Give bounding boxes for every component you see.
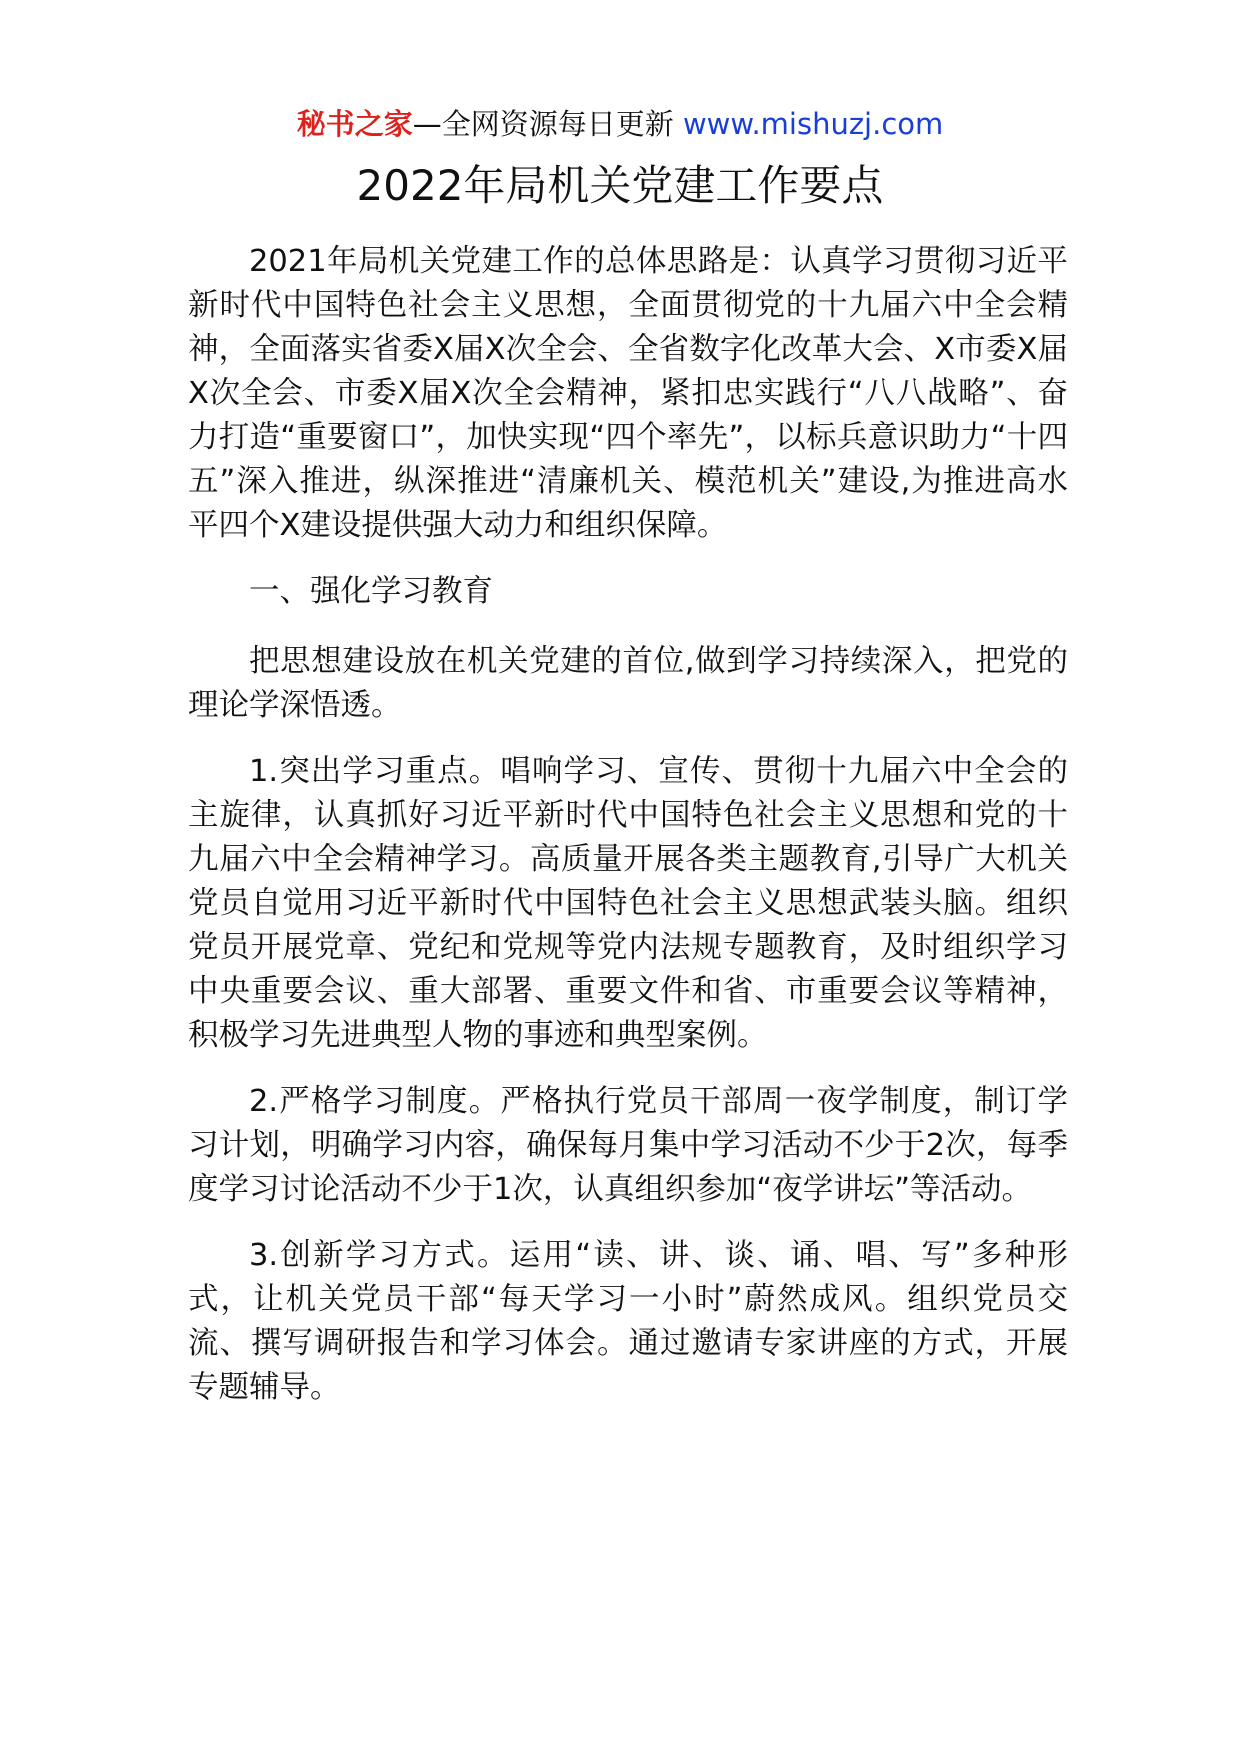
header-tagline: —全网资源每日更新 [412, 107, 683, 141]
section-heading: 一、强化学习教育 [249, 574, 493, 609]
document-body [188, 240, 1068, 1432]
site-url-link[interactable]: www.mishuzj.com [682, 107, 944, 141]
item-3-paragraph: 3.创新学习方式。运用“读、讲、谈、诵、唱、写”多种形式，让机关党员干部“每天学习一小时”蔚然成风。组织党员交流、撰写调研报告和学习体会。通过邀请专家讲座的方式，开展专题辅导。 [188, 1238, 1068, 1405]
item-2-paragraph: 2.严格学习制度。严格执行党员干部周一夜学制度，制订学习计划，明确学习内容，确保每月集中学习活动不少于2次，每季度学习讨论活动不少于1次，认真组织参加“夜学讲坛”等活动。 [188, 1084, 1068, 1207]
site-header [0, 104, 1240, 144]
intro-paragraph: 2021年局机关党建工作的总体思路是：认真学习贯彻习近平新时代中国特色社会主义思想，全面贯彻党的十九届六中全会精神，全面落实省委X届X次全会、全省数字化改革大会、X市委X届X次全会、市委X届X次全会精神，紧扣忠实践行“八八战略”、奋力打造“重要窗口”，加快实现“四个率先”，以标兵意识助力“十四五”深入推进，纵深推进“清廉机关、模范机关”建设,为推进高水平四个X建设提供强大动力和组织保障。 [188, 244, 1068, 543]
section-intro-paragraph: 把思想建设放在机关党建的首位,做到学习持续深入，把党的理论学深悟透。 [188, 644, 1068, 723]
item-1-paragraph: 1.突出学习重点。唱响学习、宣传、贯彻十九届六中全会的主旋律，认真抓好习近平新时代中国特色社会主义思想和党的十九届六中全会精神学习。高质量开展各类主题教育,引导广大机关党员自觉用习近平新时代中国特色社会主义思想武装头脑。组织党员开展党章、党纪和党规等党内法规专题教育，及时组织学习中央重要会议、重大部署、重要文件和省、市重要会议等精神，积极学习先进典型人物的事迹和典型案例。 [188, 754, 1068, 1053]
document-title: 2022年局机关党建工作要点 [356, 161, 884, 210]
brand-name: 秘书之家 [296, 107, 413, 141]
